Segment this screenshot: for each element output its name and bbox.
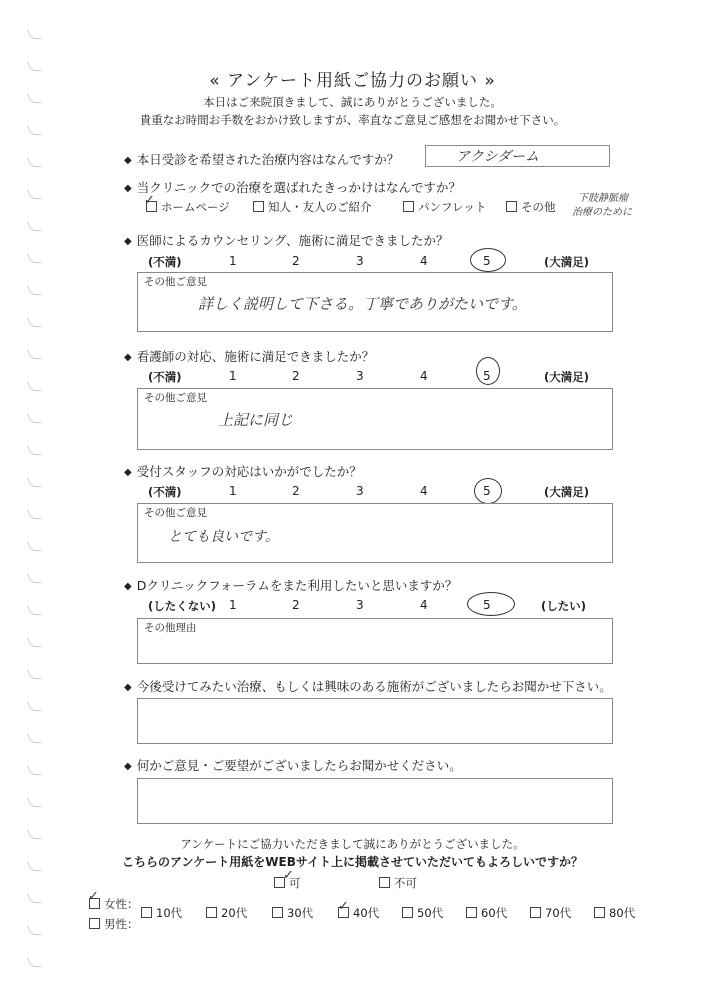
q3-comment-box[interactable]	[137, 272, 613, 332]
diamond-icon: ◆	[124, 682, 132, 693]
checkbox[interactable]	[466, 907, 477, 918]
q4-scale-1[interactable]: 1	[229, 369, 237, 383]
question-1-text: 本日受診を希望された治療内容はなんですか？	[136, 152, 400, 167]
question-4	[124, 347, 374, 365]
q3-scale-4[interactable]: 4	[420, 254, 428, 268]
q6-comment-box[interactable]	[137, 618, 613, 664]
q3-comment-label: その他ご意見	[144, 276, 207, 288]
question-7-text: 今後受けてみたい治療、もしくは興味のある施術がございましたらお聞かせ下さい。	[136, 679, 612, 694]
q6-comment-label: その他理由	[144, 622, 197, 634]
question-4-text: 看護師の対応、施術に満足できましたか？	[136, 349, 375, 364]
checkbox[interactable]	[506, 201, 517, 212]
page-title: « アンケート用紙ご協力のお願い »	[209, 71, 496, 91]
q3-scale-low: (不満)	[148, 255, 182, 269]
permission-question: こちらのアンケート用紙をWEBサイト上に掲載させていただいてもよろしいですか？	[121, 855, 584, 869]
question-6	[124, 576, 457, 594]
selection-circle	[474, 478, 502, 504]
q3-scale-high: (大満足)	[544, 255, 590, 269]
q1-answer: アクシダーム	[456, 149, 540, 165]
diamond-icon: ◆	[124, 352, 132, 363]
age-50s[interactable]: 50代	[402, 905, 443, 921]
question-5	[124, 462, 362, 480]
q4-scale-low: (不満)	[148, 370, 182, 384]
permission-yes[interactable]: 可	[274, 875, 301, 891]
q4-scale-5[interactable]: 5	[483, 369, 491, 383]
q5-scale-5[interactable]: 5	[483, 484, 491, 498]
checkbox[interactable]	[403, 201, 414, 212]
checkbox[interactable]	[89, 918, 100, 929]
q5-scale-high: (大満足)	[544, 485, 590, 499]
gender-male[interactable]: 男性：	[89, 916, 139, 932]
checkbox[interactable]	[379, 877, 390, 888]
checkbox[interactable]	[253, 201, 264, 212]
question-5-text: 受付スタッフの対応はいかがでしたか？	[136, 464, 362, 479]
intro-line-2: 貴重なお時間お手数をおかけ致しますが、率直なご意見ご感想をお聞かせ下さい。	[139, 113, 566, 127]
q5-comment-box[interactable]	[137, 503, 613, 563]
q4-scale-4[interactable]: 4	[420, 369, 428, 383]
q6-scale-4[interactable]: 4	[420, 598, 428, 612]
question-2-text: 当クリニックでの治療を選ばれたきっかけはなんですか？	[136, 180, 461, 195]
q6-scale-5[interactable]: 5	[483, 598, 491, 612]
age-10s[interactable]: 10代	[141, 905, 182, 921]
selection-circle	[476, 357, 500, 385]
diamond-icon: ◆	[124, 581, 132, 592]
q3-comment: 詳しく説明して下さる。丁寧でありがたいです。	[198, 295, 527, 313]
q8-comment-box[interactable]	[137, 778, 613, 824]
q5-scale-4[interactable]: 4	[420, 484, 428, 498]
checkbox[interactable]	[530, 907, 541, 918]
check-mark-icon: ✓	[144, 193, 155, 208]
question-3-text: 医師によるカウンセリング、施術に満足できましたか？	[136, 233, 449, 248]
q3-scale-2[interactable]: 2	[292, 254, 300, 268]
check-mark-icon: ✓	[88, 889, 99, 904]
q5-comment: とても良いです。	[168, 529, 279, 545]
option-referral[interactable]: 知人・友人のご紹介	[253, 199, 372, 215]
q3-scale-5[interactable]: 5	[483, 254, 491, 268]
age-40s[interactable]: 40代	[338, 905, 379, 921]
diamond-icon: ◆	[124, 183, 132, 194]
checkbox[interactable]	[402, 907, 413, 918]
checkbox[interactable]	[272, 907, 283, 918]
q6-scale-1[interactable]: 1	[229, 598, 237, 612]
checkbox[interactable]	[594, 907, 605, 918]
intro-line-1: 本日はご来院頂きまして、誠にありがとうございました。	[203, 95, 502, 109]
age-30s[interactable]: 30代	[272, 905, 313, 921]
option-homepage[interactable]: ホームページ	[146, 199, 230, 215]
diamond-icon: ◆	[124, 236, 132, 247]
footer-thanks: アンケートにご協力いただきまして誠にありがとうございました。	[180, 837, 525, 851]
q4-scale-3[interactable]: 3	[356, 369, 364, 383]
option-pamphlet[interactable]: パンフレット	[403, 199, 486, 215]
q6-scale-2[interactable]: 2	[292, 598, 300, 612]
checkbox[interactable]	[206, 907, 217, 918]
check-mark-icon: ✓	[338, 899, 349, 914]
q5-scale-low: (不満)	[148, 485, 182, 499]
check-mark-icon: ✓	[283, 868, 294, 883]
age-20s[interactable]: 20代	[206, 905, 247, 921]
q7-comment-box[interactable]	[137, 698, 613, 744]
question-6-text: Dクリニックフォーラムをまた利用したいと思いますか？	[136, 578, 458, 593]
diamond-icon: ◆	[124, 467, 132, 478]
age-70s[interactable]: 70代	[530, 905, 571, 921]
question-1	[124, 150, 399, 168]
age-80s[interactable]: 80代	[594, 905, 635, 921]
q4-comment: 上記に同じ	[218, 411, 294, 429]
permission-no[interactable]: 不可	[379, 875, 417, 891]
q5-scale-1[interactable]: 1	[229, 484, 237, 498]
q3-scale-1[interactable]: 1	[229, 254, 237, 268]
q4-scale-2[interactable]: 2	[292, 369, 300, 383]
q6-scale-high: (したい)	[541, 599, 587, 613]
checkbox[interactable]	[141, 907, 152, 918]
age-60s[interactable]: 60代	[466, 905, 507, 921]
q6-scale-3[interactable]: 3	[356, 598, 364, 612]
q2-other-note-2: 治療のために	[572, 207, 632, 218]
gender-female[interactable]: 女性：	[89, 896, 139, 912]
question-8	[124, 756, 462, 774]
diamond-icon: ◆	[124, 155, 132, 166]
q4-comment-box[interactable]	[137, 388, 613, 450]
q4-scale-high: (大満足)	[544, 370, 590, 384]
q5-scale-2[interactable]: 2	[292, 484, 300, 498]
question-2	[124, 178, 461, 196]
q5-comment-label: その他ご意見	[144, 507, 207, 519]
selection-circle	[467, 592, 515, 616]
diamond-icon: ◆	[124, 761, 132, 772]
q2-other-note-1: 下肢静脈瘤	[578, 193, 628, 204]
q3-scale-3[interactable]: 3	[356, 254, 364, 268]
question-3	[124, 231, 448, 249]
selection-circle	[470, 248, 506, 272]
option-other[interactable]: その他	[506, 199, 556, 215]
q6-scale-low: (したくない)	[148, 599, 217, 613]
q1-answer-box[interactable]	[425, 145, 610, 167]
question-8-text: 何かご意見・ご要望がございましたらお聞かせください。	[136, 758, 462, 773]
q5-scale-3[interactable]: 3	[356, 484, 364, 498]
question-7	[124, 677, 612, 695]
q4-comment-label: その他ご意見	[144, 392, 207, 404]
